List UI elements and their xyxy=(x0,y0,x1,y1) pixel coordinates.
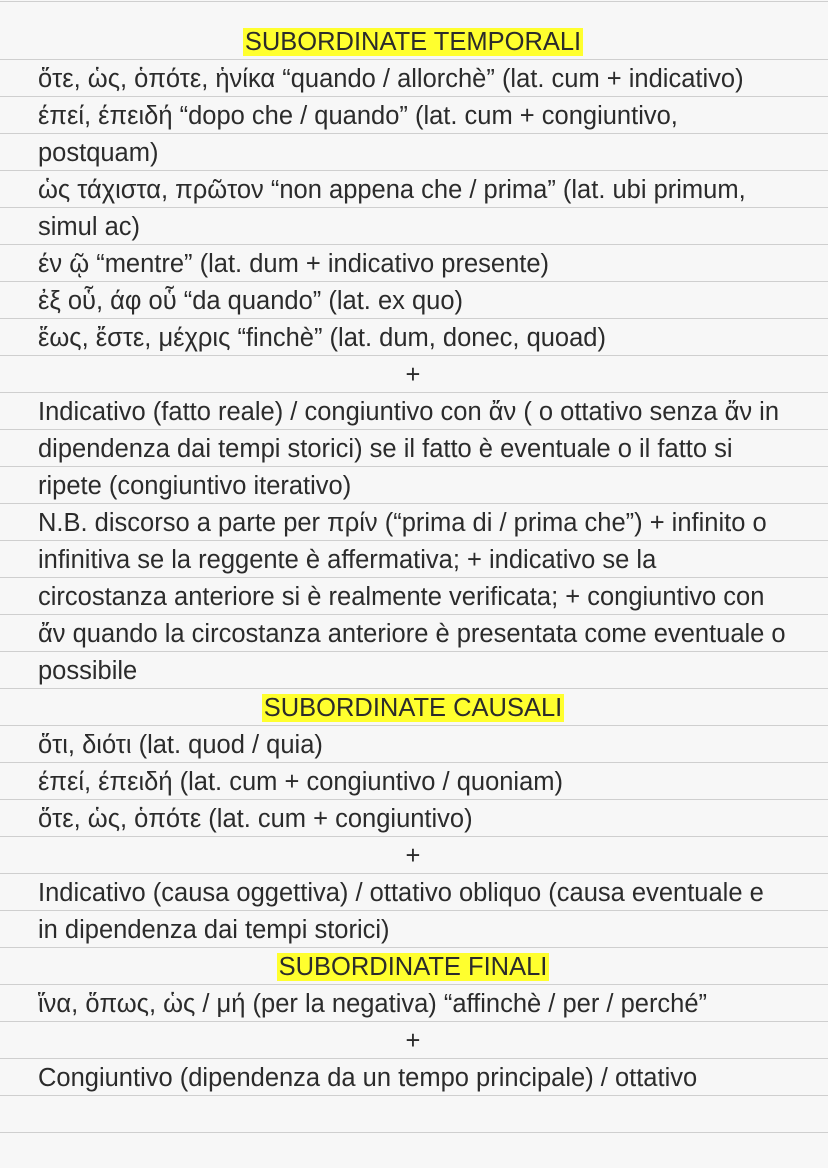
temporali-item-4: έν ῷ “mentre” (lat. dum + indicativo presente) xyxy=(38,250,550,278)
causali-item-3: ὅτε, ὡς, ὁπότε (lat. cum + congiuntivo) xyxy=(38,805,473,833)
temporali-note: N.B. discorso a parte per πρίν (“prima di / prima che”) + infinito o infinitiva se la reggente è affermativa; + indicativo se la circostanza anteriore si è realmente verificata; + congiuntivo con ἄν quando la circostanza anteriore è presentata come eventuale o possibile xyxy=(38,509,786,685)
temporali-item-1: ὅτε, ὡς, ὁπότε, ἡνίκα “quando / allorchè” (lat. cum + indicativo) xyxy=(38,65,744,93)
causali-item-2: έπεί, έπειδή (lat. cum + congiuntivo / quoniam) xyxy=(38,768,564,796)
temporali-item-5: ἐξ οὗ, άφ οὗ “da quando” (lat. ex quo) xyxy=(38,287,463,315)
finali-plus: + xyxy=(405,1027,421,1055)
temporali-item-2: έπεί, έπειδή “dopo che / quando” (lat. cum + congiuntivo, postquam) xyxy=(38,102,678,167)
notes-content xyxy=(38,24,788,1097)
heading-finali: SUBORDINATE FINALI xyxy=(278,953,548,981)
causali-item-1: ὅτι, διότι (lat. quod / quia) xyxy=(38,731,323,759)
temporali-item-3: ὡς τάχιστα, πρῶτον “non appena che / prima” (lat. ubi primum, simul ac) xyxy=(38,176,746,241)
finali-item-1: ἵνα, ὅπως, ὡς / μή (per la negativa) “affinchè / per / perché” xyxy=(38,990,708,1018)
temporali-item-6: ἕως, ἔστε, μέχρις “finchè” (lat. dum, donec, quoad) xyxy=(38,324,606,352)
temporali-plus: + xyxy=(405,361,421,389)
causali-plus: + xyxy=(405,842,421,870)
heading-causali: SUBORDINATE CAUSALI xyxy=(263,694,563,722)
temporali-mood: Indicativo (fatto reale) / congiuntivo con ἄν ( o ottativo senza ἄν in dipendenza dai tempi storici) se il fatto è eventuale o il fatto si ripete (congiuntivo iterativo) xyxy=(38,398,780,500)
heading-temporali: SUBORDINATE TEMPORALI xyxy=(244,28,582,56)
causali-mood: Indicativo (causa oggettiva) / ottativo obliquo (causa eventuale e in dipendenza dai tempi storici) xyxy=(38,879,764,944)
finali-mood: Congiuntivo (dipendenza da un tempo principale) / ottativo xyxy=(38,1064,698,1092)
